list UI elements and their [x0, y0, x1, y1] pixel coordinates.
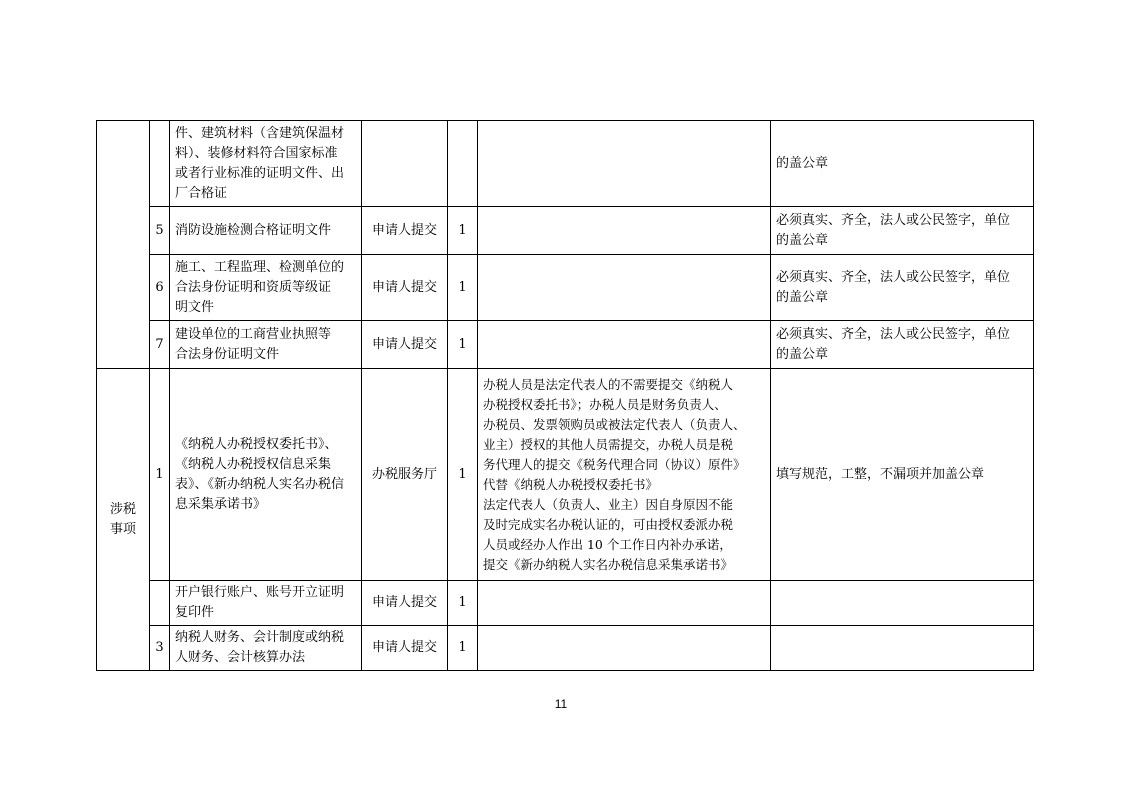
material-note: 办税人员是法定代表人的不需要提交《纳税人 办税授权委托书》；办税人员是财务负责人、 办税员、发票领购员或被法定代表人（负责人、 业主）授权的其他人员需提交，办税人员是税 务代理人的提交《税务代理合同（协议）原件》 代替《纳税人办税授权委托书》 法定代表人（负责人、业主）因自身原因不能 及时完成实名办税认证的，可由授权委派办税 人员或经办人作出 10 个工作日内补办承诺， 提交《新办纳税人实名办税信息采集承诺书》	[478, 369, 771, 581]
material-name: 建设单位的工商营业执照等 合法身份证明文件	[170, 321, 362, 369]
material-name: 开户银行账户、账号开立证明 复印件	[170, 581, 362, 626]
material-name: 件、建筑材料（含建筑保温材 料）、装修材料符合国家标准 或者行业标准的证明文件、出 厂合格证	[170, 121, 362, 207]
item-number: 1	[150, 369, 170, 581]
material-quantity: 1	[448, 207, 478, 255]
material-quantity: 1	[448, 255, 478, 321]
material-note	[478, 255, 771, 321]
table-row	[97, 626, 1034, 671]
material-name: 《纳税人办税授权委托书》、 《纳税人办税授权信息采集 表》、《新办纳税人实名办税信 息采集承诺书》	[170, 369, 362, 581]
material-quantity: 1	[448, 369, 478, 581]
material-source	[362, 121, 448, 207]
material-requirement: 填写规范，工整，不漏项并加盖公章	[771, 369, 1034, 581]
material-quantity: 1	[448, 581, 478, 626]
table-row	[97, 207, 1034, 255]
item-number: 7	[150, 321, 170, 369]
material-requirement	[771, 626, 1034, 671]
material-requirement: 的盖公章	[771, 121, 1034, 207]
item-number: 3	[150, 626, 170, 671]
materials-table	[96, 120, 1034, 671]
item-number	[150, 581, 170, 626]
item-number	[150, 121, 170, 207]
material-source: 申请人提交	[362, 255, 448, 321]
material-requirement: 必须真实、齐全，法人或公民签字，单位 的盖公章	[771, 321, 1034, 369]
category-cell	[97, 121, 150, 369]
page-number: 11	[554, 697, 568, 711]
material-note	[478, 581, 771, 626]
material-name: 消防设施检测合格证明文件	[170, 207, 362, 255]
material-source: 申请人提交	[362, 321, 448, 369]
material-note	[478, 207, 771, 255]
material-note	[478, 321, 771, 369]
table-row	[97, 581, 1034, 626]
material-quantity: 1	[448, 321, 478, 369]
item-number: 5	[150, 207, 170, 255]
category-cell: 涉税 事项	[97, 369, 150, 671]
item-number: 6	[150, 255, 170, 321]
material-source: 申请人提交	[362, 626, 448, 671]
material-requirement	[771, 581, 1034, 626]
material-source: 申请人提交	[362, 207, 448, 255]
table-row	[97, 255, 1034, 321]
material-name: 施工、工程监理、检测单位的 合法身份证明和资质等级证 明文件	[170, 255, 362, 321]
material-quantity: 1	[448, 626, 478, 671]
material-note	[478, 626, 771, 671]
material-name: 纳税人财务、会计制度或纳税 人财务、会计核算办法	[170, 626, 362, 671]
table-row	[97, 321, 1034, 369]
material-source: 办税服务厅	[362, 369, 448, 581]
material-requirement: 必须真实、齐全，法人或公民签字，单位 的盖公章	[771, 207, 1034, 255]
material-quantity	[448, 121, 478, 207]
material-source: 申请人提交	[362, 581, 448, 626]
table-row	[97, 369, 1034, 581]
table-row	[97, 121, 1034, 207]
material-requirement: 必须真实、齐全，法人或公民签字，单位 的盖公章	[771, 255, 1034, 321]
material-note	[478, 121, 771, 207]
